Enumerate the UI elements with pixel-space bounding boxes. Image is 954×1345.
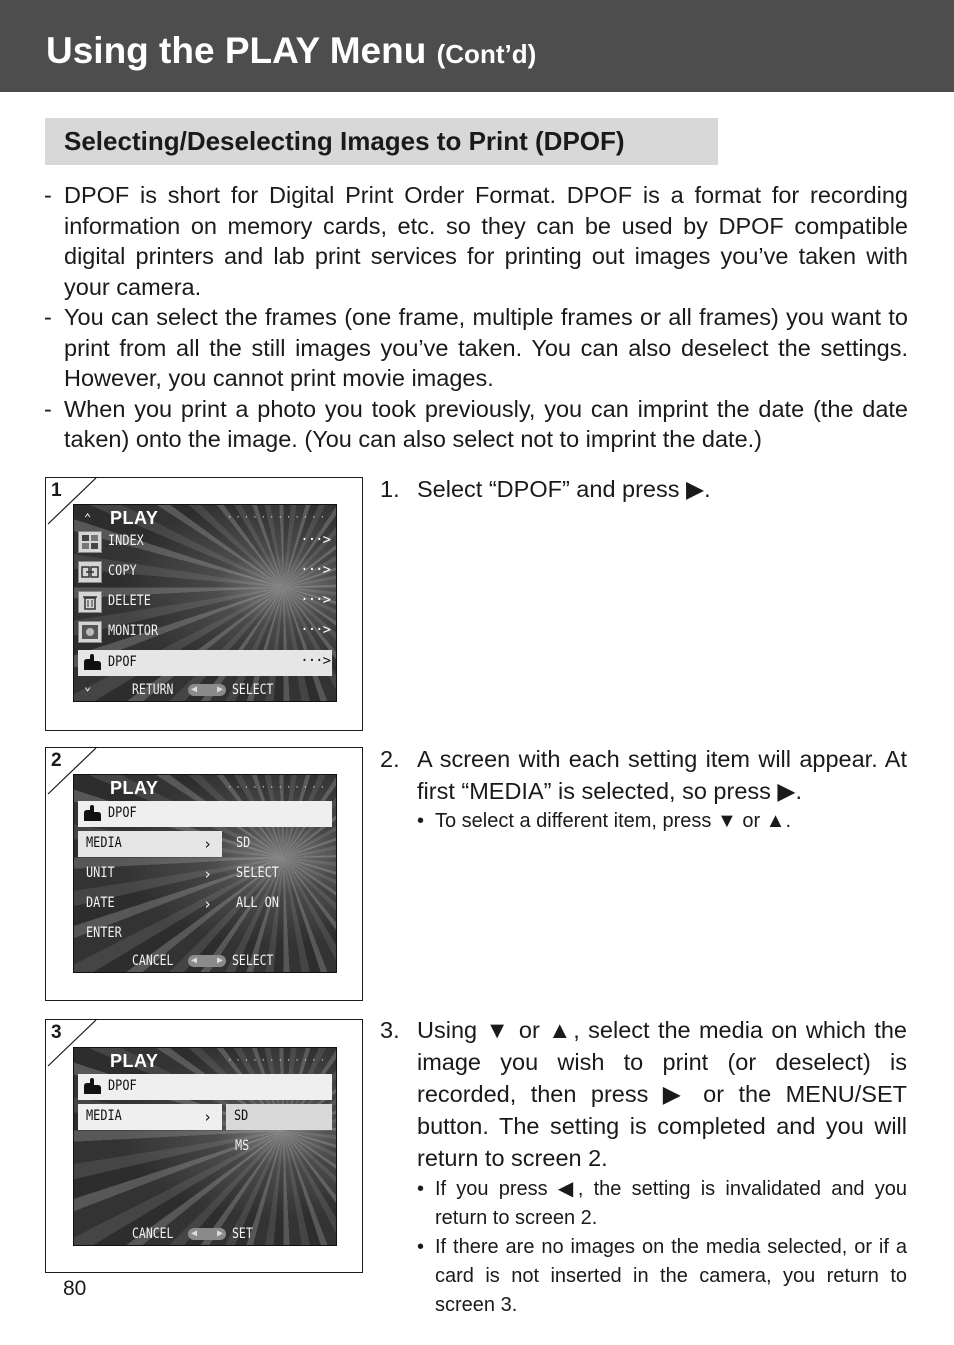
dpof-header-row	[78, 1074, 332, 1100]
setting-label: MEDIA	[86, 1108, 122, 1124]
page-number: 80	[63, 1277, 87, 1300]
menu-item-dpof	[78, 650, 332, 676]
figure-number: 3	[51, 1022, 62, 1043]
media-option-label: MS	[235, 1138, 250, 1154]
page-title-main: Using the PLAY Menu	[46, 30, 427, 71]
lcd-dots: ············	[226, 513, 328, 523]
setting-row-enter	[78, 921, 222, 947]
item-arrow-icon: ···>	[300, 653, 330, 669]
step-2-notes	[417, 807, 907, 836]
note-text: To select a different item, press ▼ or ▲.	[435, 810, 792, 832]
scroll-up-icon: ⌃	[84, 511, 92, 525]
camera-lcd-screen	[73, 1047, 337, 1246]
setting-label: MEDIA	[86, 835, 122, 851]
setting-row-date	[78, 891, 222, 917]
lcd-bottom-bar	[74, 1223, 336, 1245]
lcd-bottom-bar	[74, 679, 336, 701]
setting-row-unit	[78, 861, 222, 887]
menu-item-label: MONITOR	[108, 623, 159, 639]
page-title	[46, 32, 536, 69]
step-3	[380, 1014, 907, 1174]
figure-number: 1	[51, 480, 62, 501]
step-number: 2.	[380, 746, 400, 772]
menu-item-copy	[78, 559, 332, 585]
chevron-right-icon: ›	[202, 1108, 212, 1126]
dpof-hand-icon	[81, 1077, 103, 1097]
step-text: Using ▼ or ▲, select the media on which the image you wish to print (or deselect) is recorded, then press ▶ or the MENU/SET button. The setting is completed and you will return to screen 2.	[417, 1017, 907, 1171]
camera-lcd-screen	[73, 504, 337, 702]
menu-item-label: COPY	[108, 563, 137, 579]
dpof-header-label: DPOF	[108, 1078, 137, 1094]
setting-value: ALL ON	[236, 895, 279, 911]
page-title-suffix: (Cont’d)	[436, 39, 537, 69]
setting-row-media	[78, 1104, 222, 1130]
figure-3	[45, 1019, 363, 1273]
lcd-bottom-bar	[74, 950, 336, 972]
note-item: • If you press ◀, the setting is invalidated and you return to screen 2.	[417, 1178, 907, 1229]
dpof-header-label: DPOF	[108, 805, 137, 821]
monitor-icon	[78, 621, 102, 643]
intro-list	[44, 180, 908, 455]
note-item: • If there are no images on the media selected, or if a card is not inserted in the camera, you return to screen 3.	[417, 1236, 907, 1316]
intro-item: - DPOF is short for Digital Print Order Format. DPOF is a format for recording information on memory cards, etc. so they can be used by DPOF compatible digital printers and lab print services for printing out images you’ve taken with your camera.	[44, 182, 908, 300]
page-header	[0, 0, 954, 92]
lcd-dots: ············	[226, 783, 328, 793]
step-3-notes	[417, 1175, 907, 1320]
item-arrow-icon: ···>	[300, 622, 330, 638]
dpof-header-row	[78, 801, 332, 827]
note-text: If you press ◀, the setting is invalidated and you return to screen 2.	[435, 1178, 907, 1229]
step-number: 1.	[380, 476, 400, 502]
left-right-button-icon: ◀ ▶	[188, 955, 226, 967]
lcd-title: PLAY	[110, 778, 159, 798]
left-right-button-icon: ◀ ▶	[188, 1228, 226, 1240]
item-arrow-icon: ···>	[300, 532, 330, 548]
menu-item-label: DELETE	[108, 593, 151, 609]
menu-item-label: DPOF	[108, 654, 137, 670]
intro-item: - You can select the frames (one frame, multiple frames or all frames) you want to print from all the still images you’ve taken. You can also deselect the settings. However, you cannot print movie images.	[44, 304, 908, 391]
setting-row-media	[78, 831, 222, 857]
intro-text: When you print a photo you took previously, you can imprint the date (the date taken) onto the image. (You can also select not to imprint the date.)	[64, 395, 908, 452]
step-1	[380, 473, 907, 505]
setting-label: DATE	[86, 895, 115, 911]
section-title-bar	[45, 118, 718, 165]
camera-lcd-screen	[73, 774, 337, 973]
lcd-title: PLAY	[110, 1051, 159, 1071]
lcd-dots: ············	[226, 1056, 328, 1066]
section-title: Selecting/Deselecting Images to Print (DPOF)	[64, 126, 625, 156]
menu-item-index	[78, 529, 332, 555]
bottom-right-label: SET	[232, 1226, 253, 1242]
step-2	[380, 743, 907, 807]
bottom-left-label: CANCEL	[132, 953, 174, 969]
index-icon	[78, 531, 102, 553]
bottom-left-label: RETURN	[132, 682, 174, 698]
delete-icon	[78, 591, 102, 613]
media-option-sd	[226, 1104, 332, 1130]
intro-text: You can select the frames (one frame, multiple frames or all frames) you want to print from all the still images you’ve taken. You can also deselect the settings. However, you cannot print movie images.	[64, 304, 908, 391]
note-item: • To select a different item, press ▼ or ▲.	[417, 810, 792, 832]
setting-value: SELECT	[236, 865, 279, 881]
figure-2	[45, 747, 363, 1001]
figure-number: 2	[51, 750, 62, 771]
step-text: A screen with each setting item will appear. At first “MEDIA” is selected, so press ▶.	[417, 746, 907, 804]
dpof-hand-icon	[81, 653, 103, 673]
copy-icon	[78, 561, 102, 583]
step-number: 3.	[380, 1017, 400, 1043]
menu-item-monitor	[78, 619, 332, 645]
note-text: If there are no images on the media selected, or if a card is not inserted in the camera, you return to screen 3.	[435, 1236, 907, 1316]
item-arrow-icon: ···>	[300, 562, 330, 578]
chevron-right-icon: ›	[202, 835, 212, 853]
bottom-left-label: CANCEL	[132, 1226, 174, 1242]
item-arrow-icon: ···>	[300, 592, 330, 608]
left-right-button-icon: ◀ ▶	[188, 684, 226, 696]
scroll-down-icon: ⌄	[84, 679, 92, 693]
bottom-right-label: SELECT	[232, 682, 274, 698]
menu-item-label: INDEX	[108, 533, 144, 549]
setting-value: SD	[236, 835, 251, 851]
lcd-title: PLAY	[110, 508, 159, 528]
media-option-label: SD	[234, 1108, 249, 1124]
bottom-right-label: SELECT	[232, 953, 274, 969]
intro-text: DPOF is short for Digital Print Order Format. DPOF is a format for recording information on memory cards, etc. so they can be used by DPOF compatible digital printers and lab print services for printing out images you’ve taken with your camera.	[64, 182, 908, 300]
menu-item-delete	[78, 589, 332, 615]
setting-label: ENTER	[86, 925, 122, 941]
setting-label: UNIT	[86, 865, 115, 881]
chevron-right-icon: ›	[202, 895, 212, 913]
dpof-hand-icon	[81, 804, 103, 824]
figure-1	[45, 477, 363, 731]
chevron-right-icon: ›	[202, 865, 212, 883]
step-text: Select “DPOF” and press ▶.	[417, 476, 711, 502]
intro-item: - When you print a photo you took previously, you can imprint the date (the date taken) onto the image. (You can also select not to imprint the date.)	[44, 395, 908, 452]
